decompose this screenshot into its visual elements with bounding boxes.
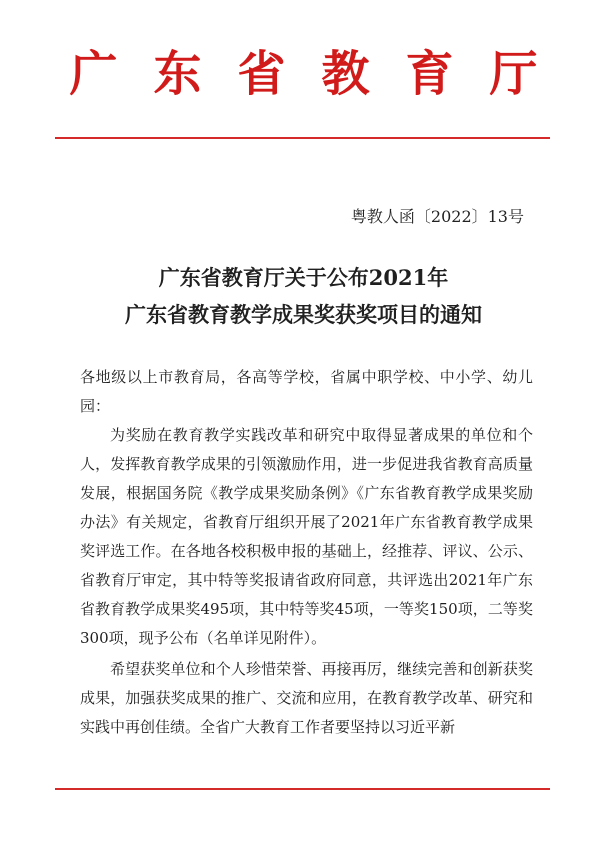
document-body [80,363,533,742]
header-char-4: 教 [321,46,370,102]
header-char-1: 广 [69,46,118,102]
body-paragraph-2: 希望获奖单位和个人珍惜荣誉、再接再厉，继续完善和创新获奖成果，加强获奖成果的推广、交流和应用，在教育教学改革、研究和实践中再创佳绩。全省广大教育工作者要坚持以习近平新 [80,660,533,736]
header-char-3: 省 [237,46,286,102]
document-title-line-2: 广东省教育教学成果奖获奖项目的通知 [125,302,482,327]
document-number: 粤教人函〔2022〕13号 [350,207,524,226]
header-char-5: 育 [405,46,454,102]
header-char-2: 东 [153,46,202,102]
body-paragraph-1: 为奖励在教育教学实践改革和研究中取得显著成果的单位和个人，发挥教育教学成果的引领激励作用，进一步促进我省教育高质量发展，根据国务院《教学成果奖励条例》《广东省教育教学成果奖励办法》有关规定，省教育厅组织开展了2021年广东省教育教学成果奖评选工作。在各地各校积极申报的基础上，经推荐、评议、公示、省教育厅审定，其中特等奖报请省政府同意，共评选出2021年广东省教育教学成果奖495项，其中特等奖45项，一等奖150项，二等奖300项，现予公布（名单详见附件）。 [80,426,533,647]
issuer-header [0,46,607,102]
document-title-line-1: 广东省教育厅关于公布2021年 [158,265,449,290]
salutation: 各地级以上市教育局，各高等学校，省属中职学校、中小学、幼儿园： [80,368,533,415]
document-title [0,262,607,336]
top-red-rule [55,137,550,139]
header-char-6: 厅 [489,46,538,102]
bottom-red-rule [55,788,550,790]
